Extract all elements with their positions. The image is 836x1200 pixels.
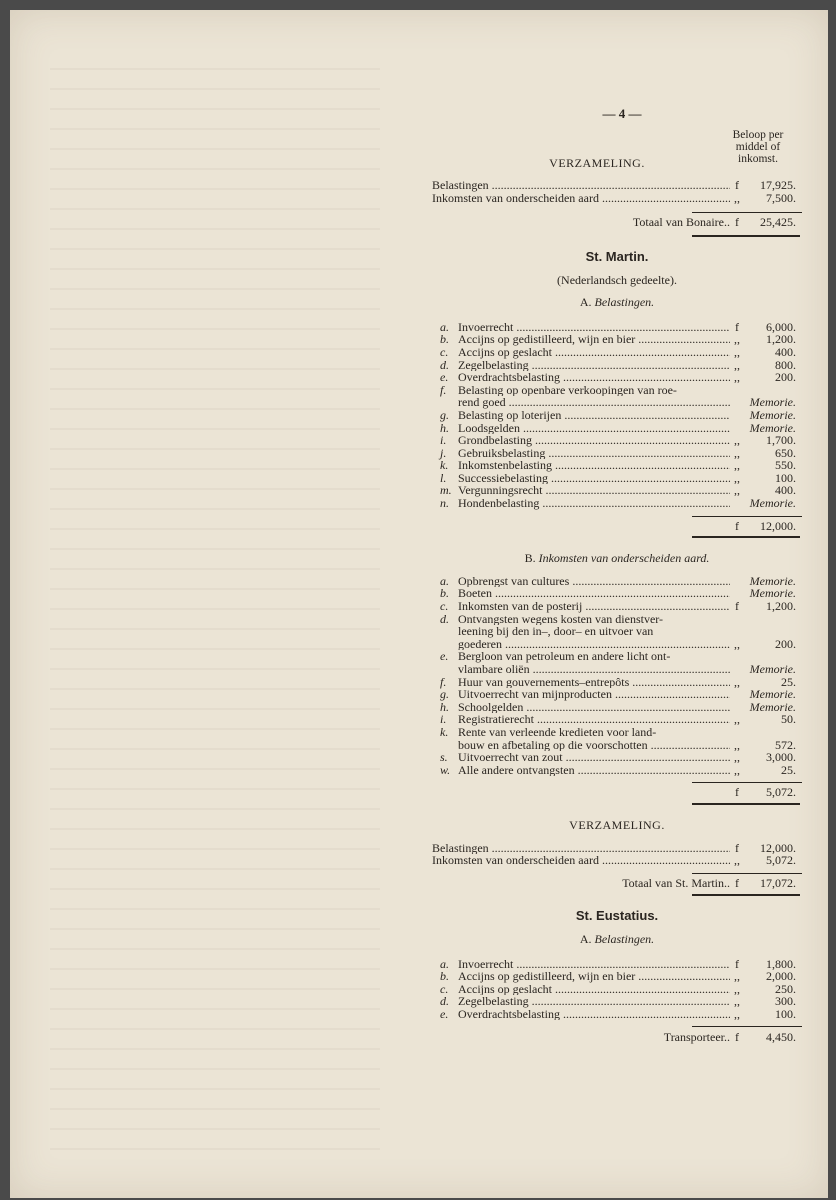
bonaire-total-row bbox=[432, 216, 802, 229]
item-label: Schoolgelden ..... bbox=[458, 701, 730, 714]
table-row bbox=[432, 739, 802, 752]
item-amount: 2,000. bbox=[766, 969, 796, 984]
item-label: Inkomstenbelasting ..... bbox=[458, 459, 730, 472]
item-currency: ,, bbox=[734, 994, 740, 1009]
item-letter: f. bbox=[440, 674, 447, 689]
table-row bbox=[432, 676, 802, 689]
item-amount: 550. bbox=[775, 458, 796, 473]
rule bbox=[692, 782, 802, 783]
table-row bbox=[432, 983, 802, 996]
item-amount: Memorie. bbox=[749, 420, 796, 435]
item-amount: 800. bbox=[775, 357, 796, 372]
section-title: Belastingen. bbox=[594, 295, 655, 310]
item-currency: ,, bbox=[734, 1006, 740, 1021]
item-letter: a. bbox=[440, 573, 449, 588]
transport-currency: f bbox=[735, 1030, 739, 1045]
total-amount: 17,072. bbox=[760, 875, 796, 890]
table-row bbox=[432, 970, 802, 983]
item-currency: f bbox=[735, 178, 739, 193]
item-letter: g. bbox=[440, 407, 449, 422]
item-letter: e. bbox=[440, 649, 449, 664]
item-label: goederen ..... bbox=[458, 638, 730, 651]
item-label: Huur van gouvernements–entrepôts ..... bbox=[458, 676, 730, 689]
table-row bbox=[432, 1008, 802, 1021]
item-label: Zegelbelasting ..... bbox=[458, 359, 730, 372]
item-currency: ,, bbox=[734, 750, 740, 765]
item-letter: s. bbox=[440, 750, 448, 765]
item-label: Accijns op gedistilleerd, wijn en bier ..... bbox=[458, 333, 730, 346]
table-row bbox=[432, 638, 802, 651]
item-currency: ,, bbox=[734, 370, 740, 385]
table-row bbox=[432, 192, 802, 205]
item-amount: 1,200. bbox=[766, 599, 796, 614]
table-row bbox=[432, 434, 802, 447]
item-letter: l. bbox=[440, 470, 447, 485]
item-letter: i. bbox=[440, 433, 447, 448]
table-row bbox=[432, 625, 802, 638]
item-currency: ,, bbox=[734, 853, 740, 868]
table-row bbox=[432, 764, 802, 777]
item-label: rend goed ..... bbox=[458, 396, 730, 409]
table-row bbox=[432, 359, 802, 372]
table-row bbox=[432, 650, 802, 663]
item-letter: h. bbox=[440, 420, 449, 435]
page-number: — 4 — bbox=[602, 106, 642, 121]
item-label: Belastingen ..... bbox=[432, 179, 730, 192]
item-label: Successiebelasting ..... bbox=[458, 472, 730, 485]
st-martin-section-b-total bbox=[432, 786, 802, 799]
item-label: Loodsgelden ..... bbox=[458, 422, 730, 435]
item-amount: Memorie. bbox=[749, 496, 796, 511]
rule bbox=[692, 1026, 802, 1027]
item-amount: 100. bbox=[775, 470, 796, 485]
table-row bbox=[432, 587, 802, 600]
table-row bbox=[432, 600, 802, 613]
item-currency: ,, bbox=[734, 433, 740, 448]
item-letter: f. bbox=[440, 382, 447, 397]
item-currency: f bbox=[735, 599, 739, 614]
table-row bbox=[432, 409, 802, 422]
item-amount: 300. bbox=[775, 994, 796, 1009]
item-currency: ,, bbox=[734, 674, 740, 689]
item-label: Inkomsten van onderscheiden aard ..... bbox=[432, 192, 730, 205]
item-label: Hondenbelasting ..... bbox=[458, 497, 730, 510]
table-row bbox=[432, 663, 802, 676]
column-header: Beloop per middel of inkomst. bbox=[732, 128, 784, 165]
table-row bbox=[432, 321, 802, 334]
st-martin-summary-title: VERZAMELING. bbox=[569, 817, 665, 832]
item-amount: 400. bbox=[775, 344, 796, 359]
table-row bbox=[432, 371, 802, 384]
total-amount: 25,425. bbox=[760, 215, 796, 230]
item-label: Grondbelasting ..... bbox=[458, 434, 730, 447]
item-amount: 200. bbox=[775, 370, 796, 385]
table-row bbox=[432, 384, 802, 397]
item-currency: ,, bbox=[734, 445, 740, 460]
item-label: Invoerrecht ..... bbox=[458, 321, 730, 334]
st-martin-subtitle: (Nederlandsch gedeelte). bbox=[557, 272, 677, 287]
item-amount: 1,700. bbox=[766, 433, 796, 448]
total-currency: f bbox=[735, 518, 739, 533]
item-label: Rente van verleende kredieten voor land- bbox=[458, 725, 657, 739]
item-label: bouw en afbetaling op die voorschotten ..... bbox=[458, 739, 730, 752]
item-currency: ,, bbox=[734, 190, 740, 205]
item-amount: Memorie. bbox=[749, 662, 796, 676]
item-currency: f bbox=[735, 956, 739, 971]
item-letter: i. bbox=[440, 712, 447, 727]
item-letter: c. bbox=[440, 344, 449, 359]
transport-label: Transporteer.. bbox=[663, 1030, 730, 1045]
table-row bbox=[432, 713, 802, 726]
st-martin-section-a-total bbox=[432, 520, 802, 533]
item-label: vlambare oliën ..... bbox=[458, 663, 730, 676]
total-amount: 5,072. bbox=[766, 785, 796, 800]
section-prefix: A. bbox=[579, 295, 592, 310]
table-row bbox=[432, 484, 802, 497]
table-row bbox=[432, 701, 802, 714]
item-letter: a. bbox=[440, 956, 449, 971]
table-row bbox=[432, 995, 802, 1008]
item-letter: m. bbox=[440, 483, 452, 498]
double-rule bbox=[692, 894, 800, 896]
item-amount: Memorie. bbox=[749, 586, 796, 601]
item-currency: ,, bbox=[734, 737, 740, 752]
item-amount: Memorie. bbox=[749, 395, 796, 410]
rule bbox=[692, 873, 802, 874]
item-letter: d. bbox=[440, 357, 449, 372]
item-letter: a. bbox=[440, 319, 449, 334]
item-amount: Memorie. bbox=[749, 699, 796, 714]
item-amount: Memorie. bbox=[749, 407, 796, 422]
item-amount: 650. bbox=[775, 445, 796, 460]
table-row bbox=[432, 447, 802, 460]
st-eustatius-section-a-list bbox=[432, 958, 802, 1021]
item-label: Accijns op geslacht ..... bbox=[458, 983, 730, 996]
item-label: Invoerrecht ..... bbox=[458, 958, 730, 971]
item-currency: f bbox=[735, 319, 739, 334]
item-letter: j. bbox=[440, 445, 447, 460]
document-page bbox=[10, 10, 828, 1198]
item-label: Vergunningsrecht ..... bbox=[458, 484, 730, 497]
item-currency: ,, bbox=[734, 981, 740, 996]
item-label: Registratierecht ..... bbox=[458, 713, 730, 726]
item-label: Accijns op geslacht ..... bbox=[458, 346, 730, 359]
item-amount: 6,000. bbox=[766, 319, 796, 334]
item-label: Opbrengst van cultures ..... bbox=[458, 575, 730, 588]
item-amount: 12,000. bbox=[760, 840, 796, 855]
table-row bbox=[432, 333, 802, 346]
st-eustatius-title: St. Eustatius. bbox=[575, 908, 659, 924]
item-currency: ,, bbox=[734, 762, 740, 777]
item-amount: 572. bbox=[775, 737, 796, 752]
rule bbox=[692, 516, 802, 517]
bonaire-summary-title: VERZAMELING. bbox=[549, 155, 645, 170]
item-currency: f bbox=[735, 840, 739, 855]
item-letter: c. bbox=[440, 981, 449, 996]
item-amount: 50. bbox=[781, 712, 796, 727]
item-currency: ,, bbox=[734, 636, 740, 651]
table-row bbox=[432, 396, 802, 409]
total-currency: f bbox=[735, 215, 739, 230]
total-label: Totaal van Bonaire.. bbox=[632, 215, 730, 230]
item-currency: ,, bbox=[734, 357, 740, 372]
table-row bbox=[432, 179, 802, 192]
st-martin-title: St. Martin. bbox=[585, 248, 649, 264]
item-label: Gebruiksbelasting ..... bbox=[458, 447, 730, 460]
item-amount: 1,200. bbox=[766, 332, 796, 347]
item-letter: b. bbox=[440, 586, 449, 601]
item-letter: g. bbox=[440, 687, 449, 702]
item-label: leening bij den in–, door– en uitvoer van bbox=[458, 625, 654, 638]
item-label: Uitvoerrecht van mijnproducten ..... bbox=[458, 688, 730, 701]
item-currency: ,, bbox=[734, 712, 740, 727]
item-amount: 7,500. bbox=[766, 190, 796, 205]
item-label: Zegelbelasting ..... bbox=[458, 995, 730, 1008]
item-letter: d. bbox=[440, 994, 449, 1009]
item-label: Inkomsten van de posterij ..... bbox=[458, 600, 730, 613]
double-rule bbox=[692, 235, 800, 237]
table-row bbox=[432, 575, 802, 588]
item-letter: h. bbox=[440, 699, 449, 714]
item-letter: n. bbox=[440, 496, 449, 511]
double-rule bbox=[692, 803, 800, 805]
transport-amount: 4,450. bbox=[766, 1030, 796, 1045]
item-currency: ,, bbox=[734, 470, 740, 485]
double-rule bbox=[692, 536, 800, 538]
item-label: Uitvoerrecht van zout ..... bbox=[458, 751, 730, 764]
item-label: Belasting op loterijen ..... bbox=[458, 409, 730, 422]
item-letter: w. bbox=[440, 762, 451, 777]
item-amount: 5,072. bbox=[766, 853, 796, 868]
item-amount: 25. bbox=[781, 762, 796, 777]
st-martin-total-row bbox=[432, 877, 802, 890]
item-label: Bergloon van petroleum en andere licht ont- bbox=[458, 650, 671, 663]
table-row bbox=[432, 688, 802, 701]
st-martin-section-b-heading bbox=[432, 552, 802, 565]
item-amount: Memorie. bbox=[749, 687, 796, 702]
st-martin-section-a-list bbox=[432, 321, 802, 510]
item-letter: k. bbox=[440, 724, 449, 739]
item-letter: k. bbox=[440, 458, 449, 473]
table-row bbox=[432, 346, 802, 359]
st-martin-summary-list bbox=[432, 842, 802, 867]
item-letter: e. bbox=[440, 1006, 449, 1021]
item-letter: e. bbox=[440, 370, 449, 385]
item-currency: ,, bbox=[734, 332, 740, 347]
total-currency: f bbox=[735, 785, 739, 800]
total-label: Totaal van St. Martin.. bbox=[622, 875, 730, 890]
item-amount: 200. bbox=[775, 636, 796, 651]
item-amount: Memorie. bbox=[749, 573, 796, 588]
item-currency: ,, bbox=[734, 969, 740, 984]
item-amount: 17,925. bbox=[760, 178, 796, 193]
item-amount: 1,800. bbox=[766, 956, 796, 971]
item-amount: 400. bbox=[775, 483, 796, 498]
table-row bbox=[432, 751, 802, 764]
section-title: Inkomsten van onderscheiden aard. bbox=[538, 551, 710, 566]
table-row bbox=[432, 726, 802, 739]
section-prefix: A. bbox=[579, 931, 592, 946]
item-label: Inkomsten van onderscheiden aard ..... bbox=[432, 854, 730, 867]
text-column bbox=[432, 108, 802, 1044]
st-martin-section-b-list bbox=[432, 575, 802, 777]
item-letter: b. bbox=[440, 332, 449, 347]
table-row bbox=[432, 472, 802, 485]
item-letter: b. bbox=[440, 969, 449, 984]
item-amount: 25. bbox=[781, 674, 796, 689]
transport-row bbox=[432, 1031, 802, 1044]
item-amount: 3,000. bbox=[766, 750, 796, 765]
table-row bbox=[432, 613, 802, 626]
item-label: Belastingen ..... bbox=[432, 842, 730, 855]
show-through-text bbox=[50, 50, 380, 1150]
table-row bbox=[432, 958, 802, 971]
item-label: Overdrachtsbelasting ..... bbox=[458, 371, 730, 384]
table-row bbox=[432, 842, 802, 855]
item-currency: ,, bbox=[734, 344, 740, 359]
item-label: Boeten ..... bbox=[458, 587, 730, 600]
table-row bbox=[432, 497, 802, 510]
table-row bbox=[432, 854, 802, 867]
st-martin-section-a-heading bbox=[432, 296, 802, 309]
item-letter: d. bbox=[440, 611, 449, 626]
total-currency: f bbox=[735, 875, 739, 890]
item-label: Accijns op gedistilleerd, wijn en bier ..... bbox=[458, 970, 730, 983]
item-amount: 250. bbox=[775, 981, 796, 996]
item-currency: ,, bbox=[734, 483, 740, 498]
item-label: Belasting op openbare verkoopingen van roe- bbox=[458, 383, 677, 397]
item-label: Ontvangsten wegens kosten van dienstver- bbox=[458, 612, 664, 626]
st-eustatius-section-a-heading bbox=[432, 933, 802, 946]
section-title: Belastingen. bbox=[594, 931, 655, 946]
section-prefix: B. bbox=[524, 551, 536, 566]
table-row bbox=[432, 422, 802, 435]
bonaire-summary-list bbox=[432, 179, 802, 204]
table-row bbox=[432, 459, 802, 472]
rule bbox=[692, 212, 802, 213]
item-letter: c. bbox=[440, 599, 449, 614]
item-amount: 100. bbox=[775, 1006, 796, 1021]
item-label: Overdrachtsbelasting ..... bbox=[458, 1008, 730, 1021]
item-currency: ,, bbox=[734, 458, 740, 473]
item-label: Alle andere ontvangsten ..... bbox=[458, 764, 730, 777]
total-amount: 12,000. bbox=[760, 518, 796, 533]
